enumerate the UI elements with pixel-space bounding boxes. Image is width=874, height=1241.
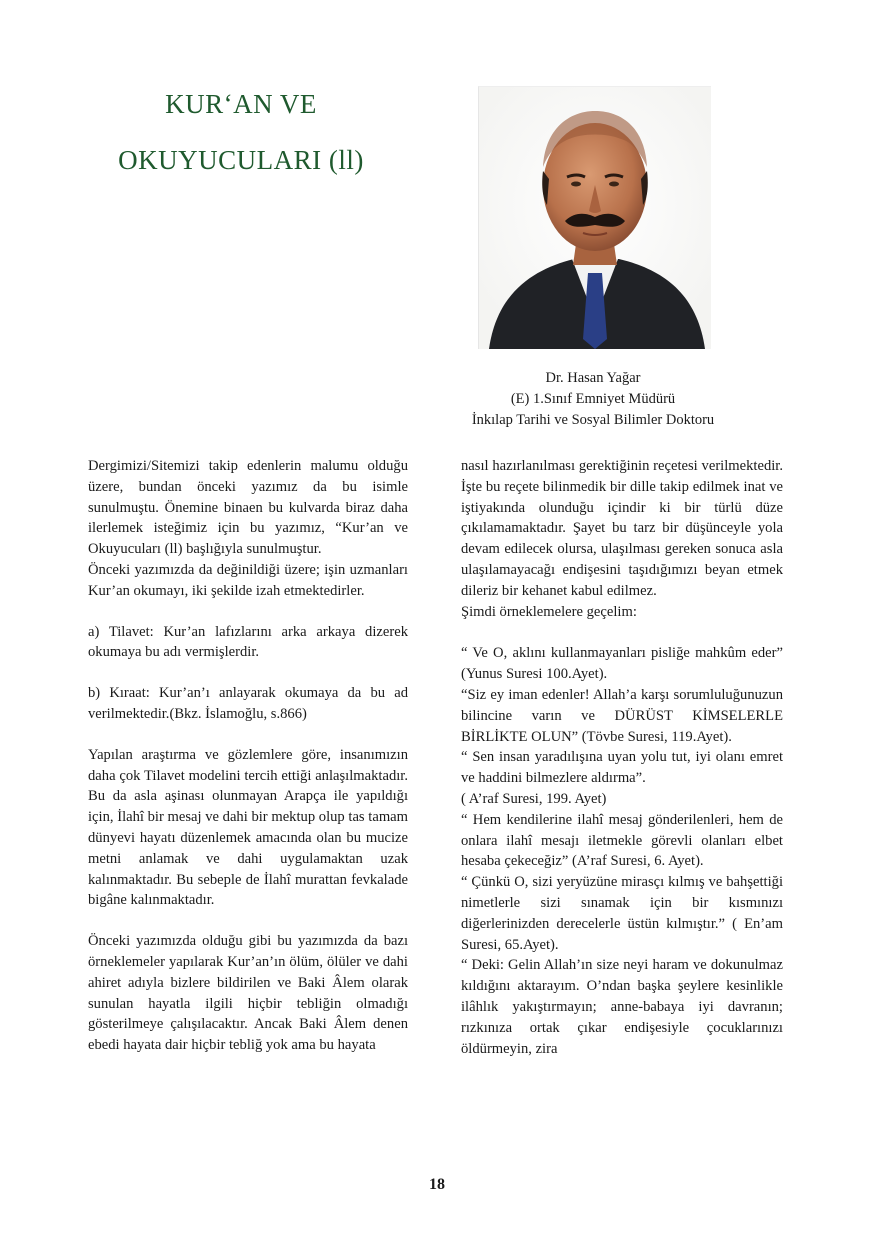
paragraph-research: Yapılan araştırma ve gözlemlere göre, insanımızın daha çok Tilavet modelini tercih ettiği anlaşılmaktadır. Bu da asla aşinası olunmayan Arapça ile yapıldığı için, İlahî bir mesaj ve dahi bir mektup olup tas tamam dünyevi hayatı düzenlemek amacında olan bu mucize metni anlamak ve dahi uygulamaktan uzak kalınmaktadır. Bu sebeple de İlahî murattan fevkalade bigâne kalınmaktadır. (88, 746, 408, 909)
paragraph-tilavet: a) Tilavet: Kur’an lafızlarını arka arkaya dizerek okumaya bu adı vermişlerdir. (88, 623, 408, 661)
paragraph-examples: Önceki yazımızda olduğu gibi bu yazımızda da bazı örneklemeler yapılarak Kur’an’ın ölüm, ölüler ve dahi ahiret adıyla bizlere bildirilen ve Baki Âlem olarak sunulan hayatla ilgili hiçbir tebliğin olmadığı gösterilmeye çalışılacaktır. Ancak Baki Âlem denen ebedi hayata dair hiçbir tebliğ yok ama bu hayata (88, 933, 408, 1054)
quote-deki: “ Deki: Gelin Allah’ın size neyi haram ve dokunulmaz kıldığını aktarayım. O’ndan başka şeylere kesinlikle ilâhlık yakıştırmayın; anne-babaya iyi davranın; rızkınıza ortak çıkar endişesiyle çocuklarınızı öldürmeyin, zira (461, 957, 783, 1057)
quote-araf-6: “ Hem kendilerine ilahî mesaj gönderilenleri, hem de onlara ilahî mesajı iletmekle görevli olanları elbet hesaba çekeceğiz” (A’raf Suresi, 6. Ayet). (461, 811, 783, 870)
article-title (110, 84, 372, 196)
quote-araf-199: “ Sen insan yaradılışına uyan yolu tut, iyi olanı emret ve haddini bilmezlere aldırma”. (461, 749, 783, 787)
author-degree: İnkılap Tarihi ve Sosyal Bilimler Doktoru (471, 412, 715, 428)
author-portrait-image (479, 87, 711, 349)
paragraph-intro: Dergimizi/Sitemizi takip edenlerin malumu olduğu üzere, bundan önceki yazımız da bu isimle sunulmuştu. Önemine binaen bu kulvarda biraz daha ilerlemek isteğimiz için bu yazımız, “Kur’an ve Okuyucuları (ll) başlığıyla sunulmuştur. (88, 458, 408, 558)
author-name: Dr. Hasan Yağar (545, 370, 641, 386)
quote-enam-65: “ Çünkü O, sizi yeryüzüne mirasçı kılmış ve bahşettiği nimetlerle sizi sınamak için bir kısmınızı diğerlerinizden derecelerle üstün kılmıştır.” ( En’am Suresi, 65.Ayet). (461, 874, 783, 953)
author-photo (478, 86, 711, 349)
paragraph-continuation: nasıl hazırlanılması gerektiğinin reçetesi verilmektedir. İşte bu reçete bilinmedik bir dille takip edilmek inat ve iştiyakında olunduğu içindir ki bir türlü düze çıkılamamaktadır. Şayet bu tarz bir düşünceyle yola devam edilecek olursa, ulaşılması gereken sonuca asla ulaşılamayacağı endişesini taşıdığımızı beyan etmek dileriz bir kehanet kabul edilmez. (461, 458, 783, 599)
title-line-1: KUR‘AN VE (165, 89, 317, 119)
author-info (440, 368, 746, 431)
title-line-2: OKUYUCULARI (ll) (118, 145, 364, 175)
right-column (461, 456, 783, 1059)
paragraph-transition: Şimdi örneklemelere geçelim: (461, 603, 637, 620)
paragraph-methods: Önceki yazımızda da değinildiği üzere; işin uzmanları Kur’an okumayı, iki şekilde izah etmektedirler. (88, 561, 408, 599)
quote-araf-199-ref: ( A’raf Suresi, 199. Ayet) (461, 790, 607, 807)
quote-tovbe: “Siz ey iman edenler! Allah’a karşı sorumluluğunuzun bilincine varın ve DÜRÜST KİMSELERLE BİRLİKTE OLUN” (Tövbe Suresi, 119.Ayet). (461, 686, 783, 745)
page-number: 18 (429, 1176, 445, 1193)
quote-yunus: “ Ve O, aklını kullanmayanları pisliğe mahkûm eder” (Yunus Suresi 100.Ayet). (461, 645, 783, 683)
author-position: (E) 1.Sınıf Emniyet Müdürü (510, 391, 676, 407)
left-column (88, 456, 408, 1056)
paragraph-kiraat: b) Kıraat: Kur’an’ı anlayarak okumaya da bu ad verilmektedir.(Bkz. İslamoğlu, s.866) (88, 685, 408, 722)
